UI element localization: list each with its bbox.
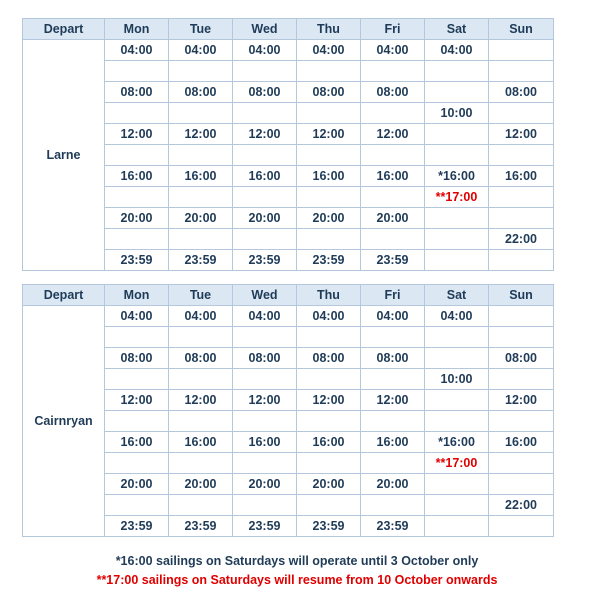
time-cell (425, 327, 489, 348)
time-cell: 08:00 (489, 82, 554, 103)
header-sun: Sun (489, 19, 554, 40)
time-cell: 16:00 (489, 166, 554, 187)
larne-rows (23, 40, 554, 271)
time-cell: 20:00 (169, 474, 233, 495)
time-cell (489, 103, 554, 124)
time-cell (425, 124, 489, 145)
time-cell: 12:00 (361, 390, 425, 411)
header-wed: Wed (233, 19, 297, 40)
time-cell: 12:00 (233, 390, 297, 411)
time-cell (489, 411, 554, 432)
time-cell: 08:00 (233, 82, 297, 103)
time-cell (489, 516, 554, 537)
time-cell: 16:00 (169, 166, 233, 187)
depart-port: Larne (23, 40, 105, 271)
larne-timetable (22, 18, 554, 271)
time-cell: 23:59 (169, 250, 233, 271)
header-tue: Tue (169, 19, 233, 40)
time-cell: 12:00 (489, 124, 554, 145)
time-cell: 20:00 (105, 208, 169, 229)
table-row (23, 306, 554, 327)
header-depart: Depart (23, 19, 105, 40)
time-cell (297, 495, 361, 516)
time-cell (425, 495, 489, 516)
time-cell (233, 369, 297, 390)
time-cell: 04:00 (233, 306, 297, 327)
time-cell (489, 327, 554, 348)
time-cell: 04:00 (105, 306, 169, 327)
time-cell (489, 208, 554, 229)
cairnryan-timetable (22, 284, 554, 537)
time-cell (361, 495, 425, 516)
time-cell: 23:59 (361, 516, 425, 537)
time-cell (489, 306, 554, 327)
time-cell (233, 145, 297, 166)
time-cell: 12:00 (233, 124, 297, 145)
time-cell: 12:00 (169, 124, 233, 145)
time-cell: 23:59 (297, 516, 361, 537)
time-cell (105, 103, 169, 124)
time-cell (425, 390, 489, 411)
time-cell (233, 61, 297, 82)
time-cell: 23:59 (105, 250, 169, 271)
time-cell: 16:00 (297, 432, 361, 453)
time-cell: 16:00 (169, 432, 233, 453)
time-cell: 08:00 (297, 348, 361, 369)
time-cell: 12:00 (105, 124, 169, 145)
time-cell (169, 369, 233, 390)
time-cell: 23:59 (361, 250, 425, 271)
time-cell (297, 453, 361, 474)
time-cell: 12:00 (361, 124, 425, 145)
header-depart: Depart (23, 285, 105, 306)
time-cell: 08:00 (105, 82, 169, 103)
time-cell (425, 229, 489, 250)
time-cell: 08:00 (233, 348, 297, 369)
time-cell: 20:00 (361, 474, 425, 495)
time-cell (297, 411, 361, 432)
time-cell: 08:00 (361, 348, 425, 369)
time-cell: 16:00 (233, 432, 297, 453)
time-cell (105, 327, 169, 348)
time-cell (489, 250, 554, 271)
time-cell: 08:00 (361, 82, 425, 103)
time-cell: 04:00 (361, 306, 425, 327)
header-fri: Fri (361, 19, 425, 40)
time-cell (425, 411, 489, 432)
time-cell (489, 474, 554, 495)
time-cell: 04:00 (297, 306, 361, 327)
time-cell: 08:00 (105, 348, 169, 369)
time-cell: 04:00 (169, 306, 233, 327)
time-cell (233, 495, 297, 516)
time-cell (489, 453, 554, 474)
header-fri: Fri (361, 285, 425, 306)
time-cell (169, 453, 233, 474)
time-cell (169, 103, 233, 124)
time-cell (425, 145, 489, 166)
time-cell: **17:00 (425, 453, 489, 474)
time-cell (105, 61, 169, 82)
time-cell: 23:59 (297, 250, 361, 271)
time-cell (297, 369, 361, 390)
time-cell: 12:00 (297, 390, 361, 411)
time-cell: 12:00 (297, 124, 361, 145)
time-cell (425, 348, 489, 369)
header-sat: Sat (425, 285, 489, 306)
time-cell: 04:00 (361, 40, 425, 61)
time-cell: *16:00 (425, 166, 489, 187)
time-cell (297, 145, 361, 166)
time-cell: 12:00 (105, 390, 169, 411)
time-cell (361, 229, 425, 250)
time-cell: 12:00 (169, 390, 233, 411)
time-cell: 04:00 (233, 40, 297, 61)
time-cell (361, 103, 425, 124)
time-cell: 23:59 (105, 516, 169, 537)
time-cell: 20:00 (297, 208, 361, 229)
footnotes (0, 552, 594, 590)
time-cell: 20:00 (105, 474, 169, 495)
time-cell: 23:59 (169, 516, 233, 537)
time-cell: 08:00 (169, 348, 233, 369)
time-cell: 22:00 (489, 229, 554, 250)
time-cell (425, 208, 489, 229)
time-cell (361, 327, 425, 348)
time-cell (425, 61, 489, 82)
time-cell: 16:00 (105, 166, 169, 187)
time-cell (297, 187, 361, 208)
time-cell (105, 229, 169, 250)
time-cell (169, 229, 233, 250)
time-cell (233, 103, 297, 124)
time-cell: 20:00 (297, 474, 361, 495)
time-cell (297, 61, 361, 82)
time-cell: 04:00 (425, 40, 489, 61)
time-cell (297, 103, 361, 124)
footnote-saturday-1600: *16:00 sailings on Saturdays will operate until 3 October only (115, 554, 479, 568)
time-cell: 20:00 (169, 208, 233, 229)
header-thu: Thu (297, 19, 361, 40)
time-cell (489, 40, 554, 61)
time-cell: 20:00 (361, 208, 425, 229)
time-cell (489, 61, 554, 82)
depart-port: Cairnryan (23, 306, 105, 537)
header-row (23, 19, 554, 40)
header-wed: Wed (233, 285, 297, 306)
time-cell: 04:00 (425, 306, 489, 327)
time-cell: 23:59 (233, 516, 297, 537)
time-cell: 04:00 (105, 40, 169, 61)
time-cell: 08:00 (297, 82, 361, 103)
time-cell: *16:00 (425, 432, 489, 453)
time-cell: 22:00 (489, 495, 554, 516)
header-mon: Mon (105, 285, 169, 306)
footnote-saturday-1700: **17:00 sailings on Saturdays will resume from 10 October onwards (96, 573, 498, 587)
time-cell: 10:00 (425, 103, 489, 124)
time-cell (297, 229, 361, 250)
time-cell (233, 187, 297, 208)
time-cell: 16:00 (105, 432, 169, 453)
time-cell (425, 250, 489, 271)
time-cell: 20:00 (233, 208, 297, 229)
header-row (23, 285, 554, 306)
time-cell (169, 411, 233, 432)
time-cell (361, 145, 425, 166)
time-cell: 16:00 (233, 166, 297, 187)
time-cell (425, 516, 489, 537)
time-cell (233, 327, 297, 348)
header-mon: Mon (105, 19, 169, 40)
time-cell: 20:00 (233, 474, 297, 495)
header-sun: Sun (489, 285, 554, 306)
time-cell: 16:00 (297, 166, 361, 187)
time-cell (361, 369, 425, 390)
time-cell (297, 327, 361, 348)
header-sat: Sat (425, 19, 489, 40)
time-cell (489, 187, 554, 208)
time-cell (169, 495, 233, 516)
time-cell (169, 145, 233, 166)
time-cell (105, 453, 169, 474)
time-cell (489, 369, 554, 390)
time-cell: 08:00 (169, 82, 233, 103)
time-cell (361, 61, 425, 82)
time-cell: 16:00 (361, 166, 425, 187)
cairnryan-rows (23, 306, 554, 537)
time-cell (169, 327, 233, 348)
time-cell (169, 61, 233, 82)
time-cell: 10:00 (425, 369, 489, 390)
time-cell: 08:00 (489, 348, 554, 369)
time-cell (425, 82, 489, 103)
time-cell (361, 411, 425, 432)
time-cell: 04:00 (297, 40, 361, 61)
time-cell (233, 453, 297, 474)
time-cell (105, 145, 169, 166)
time-cell: 12:00 (489, 390, 554, 411)
time-cell (105, 369, 169, 390)
header-tue: Tue (169, 285, 233, 306)
time-cell: **17:00 (425, 187, 489, 208)
header-thu: Thu (297, 285, 361, 306)
time-cell (105, 495, 169, 516)
table-row (23, 40, 554, 61)
time-cell (489, 145, 554, 166)
time-cell: 16:00 (489, 432, 554, 453)
time-cell (169, 187, 233, 208)
time-cell: 04:00 (169, 40, 233, 61)
time-cell: 23:59 (233, 250, 297, 271)
time-cell (233, 229, 297, 250)
time-cell: 16:00 (361, 432, 425, 453)
time-cell (361, 453, 425, 474)
time-cell (105, 411, 169, 432)
time-cell (105, 187, 169, 208)
time-cell (361, 187, 425, 208)
time-cell (233, 411, 297, 432)
time-cell (425, 474, 489, 495)
